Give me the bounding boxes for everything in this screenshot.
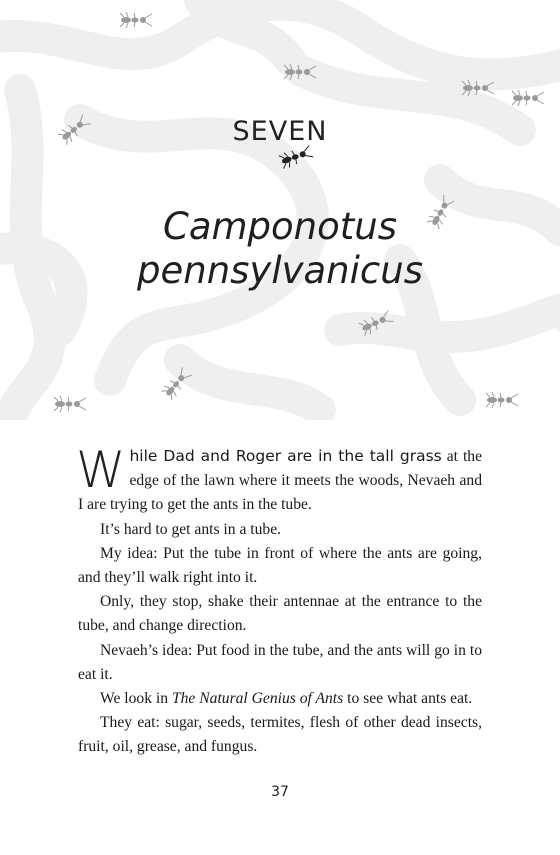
ant-icon — [512, 90, 548, 106]
paragraph: Only, they stop, shake their antennae at the entrance to the tube, and change direction. — [78, 593, 482, 635]
chapter-title-line: Camponotus — [163, 205, 397, 248]
paragraph — [76, 441, 482, 518]
book-title: The Natural Genius of Ants — [171, 690, 344, 708]
ant-icon — [486, 392, 522, 408]
lead-in: hile Dad and Roger are in the tall grass — [129, 447, 442, 465]
chapter-title — [0, 205, 560, 293]
ant-icon — [54, 396, 90, 412]
paragraph — [78, 687, 482, 711]
paragraph: They eat: sugar, seeds, termites, flesh of other dead insects, fruit, oil, grease, and fungus. — [78, 714, 482, 756]
paragraph: My idea: Put the tube in front of where the ants are going, and they’ll walk right into it. — [78, 544, 482, 587]
chapter-body — [76, 441, 482, 760]
page-number: 37 — [271, 784, 289, 800]
drop-cap: W — [76, 441, 126, 499]
paragraph: It’s hard to get ants in a tube. — [100, 520, 282, 538]
paragraph: Nevaeh’s idea: Put food in the tube, and the ants will go in to eat it. — [78, 641, 482, 683]
paragraph-text: at the edge of the lawn where it meets the woods, Nevaeh and I are trying to get the ants in the tube. — [78, 448, 482, 514]
ant-icon — [284, 64, 320, 80]
ant-icon — [120, 12, 156, 28]
ant-icon — [462, 80, 498, 96]
chapter-number: SEVEN — [232, 116, 328, 147]
paragraph-text: We look in — [100, 690, 172, 708]
paragraph-text: to see what ants eat. — [343, 690, 473, 708]
chapter-title-line: pennsylvanicus — [137, 249, 423, 292]
